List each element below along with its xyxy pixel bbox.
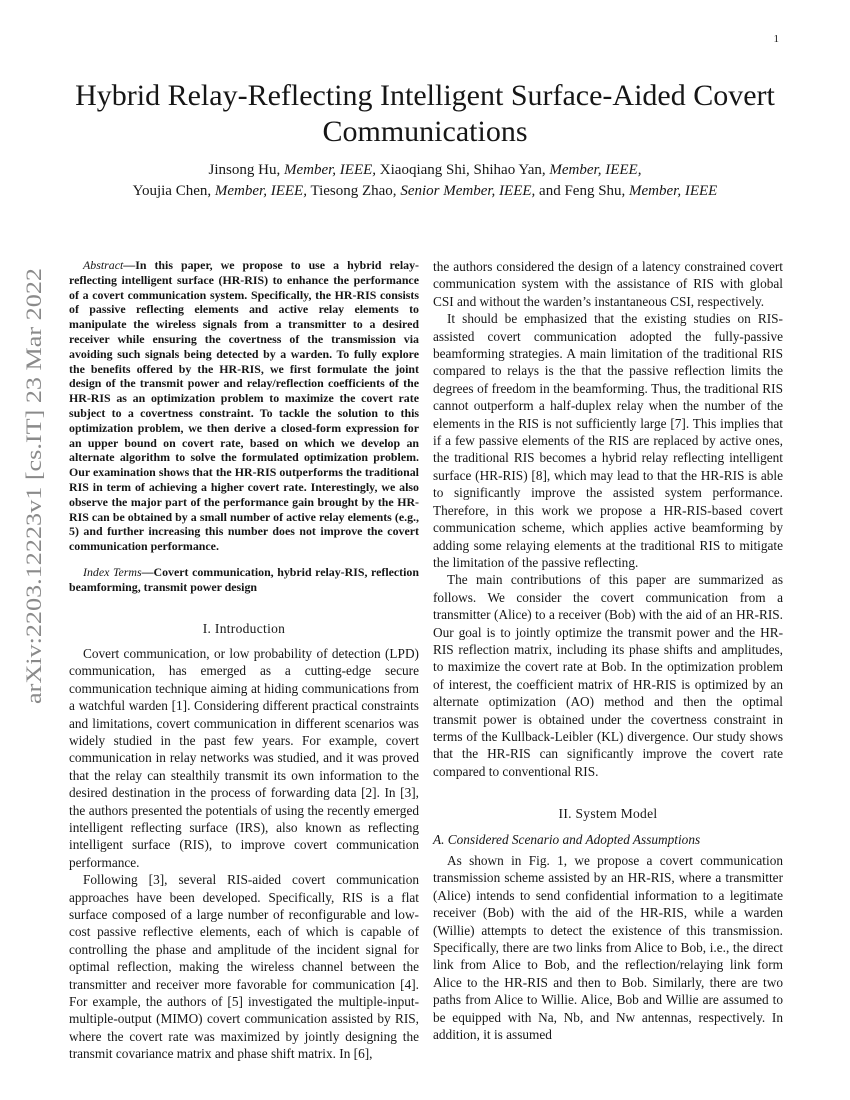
author-affiliation: Member, IEEE, xyxy=(549,162,642,178)
paper-title: Hybrid Relay-Reflecting Intelligent Surface-Aided Covert Communications xyxy=(75,79,775,148)
index-terms-lead: Index Terms xyxy=(83,564,142,579)
intro-paragraph: Following [3], several RIS-aided covert communication approaches have been developed. Specifically, RIS is a flat surface composed of a large number of reconfigurable and low-cost passive reflective elements, each of which is capable of controlling the phase and amplitude of the incident signal for optimal reflection, making the wireless channel between the transmitter and receiver more favorable for communication [4]. For example, the authors of [5] investigated the multiple-input-multiple-output (MIMO) covert communication assisted by RIS, where the covert rate was maximized by jointly designing the transmit covariance matrix and phase shift matrix. In [6], xyxy=(69,872,419,1062)
author-affiliation: Member, IEEE, xyxy=(283,162,377,178)
section-heading-system-model: II. System Model xyxy=(558,806,658,822)
author-line-1 xyxy=(40,160,810,181)
author-list xyxy=(40,160,810,202)
intro-paragraph: It should be emphasized that the existing studies on RIS-assisted covert communication adopted the fully-passive beamforming strategies. A main limitation of the traditional RIS compared to relays is the that the passive reflection limits the degrees of freedom in the beamforming. Thus, the traditional RIS cannot outperform a half-duplex relay when the number of the elements in the RIS is not sufficiently large [7]. This implies that if a few passive elements of the RIS are replaced by active ones, the traditional RIS becomes a hybrid relay reflecting intelligent surface (HR-RIS) [8], which may lead to that the HR-RIS is able to significantly improve the assisted system performance. Therefore, in this work we propose a HR-RIS-based covert communication scheme, which applies active beamforming by adding some relaying elements at the traditional RIS to mitigate the limitation of the passive reflecting. xyxy=(433,311,783,570)
abstract-text: —In this paper, we propose to use a hybrid relay-reflecting intelligent surface (HR-RIS) to enhance the performance of a covert communication system. Specifically, the HR-RIS consists of passive reflecting elements and active relay elements to manipulate the wireless signals from a transmitter to a desired receiver while ensuring the covertness of the transmission via avoiding such signals being detected by a warden. To fully explore the benefits offered by the HR-RIS, we first formulate the joint design of the transmit power and relay/reflection coefficients of the HR-RIS as an optimization problem to maximize the covert rate subject to a covertness constraint. To tackle the solution to this optimization problem, we then derive a closed-form expression for an upper bound on covert rate, based on which we develop an alternate algorithm to solve the formulated optimization problem. Our examination shows that the HR-RIS outperforms the traditional RIS in term of achieving a higher covert rate. Interestingly, we also observe the major part of the performance gain brought by the HR-RIS can be obtained by a small number of active relay elements (e.g., 5) and further increasing this number does not improve the covert communication performance. xyxy=(69,258,419,554)
author-name: and Feng Shu, xyxy=(539,183,626,199)
left-column xyxy=(69,258,419,1063)
author-name: Xiaoqiang Shi, Shihao Yan, xyxy=(379,162,546,178)
intro-paragraph: the authors considered the design of a latency constrained covert communication system with the assistance of RIS with global CSI and without the warden’s instantaneous CSI, respectively. xyxy=(433,259,783,309)
arxiv-sidebar xyxy=(14,266,48,706)
intro-paragraph: Covert communication, or low probability of detection (LPD) communication, has emerged as a cutting-edge secure communication technique aiming at hiding communications from a watchful warden [1]. Considering different practical constraints and limitations, covert communication in different scenarios was widely studied in the past few years. For example, covert communication in relay networks was studied, and it was proved that the relay can stealthily transmit its own information to the desired destination in the process of forwarding data [2]. In [3], the authors presented the potentials of using the recently emerged intelligent reflecting surface (IRS), also known as reflecting intelligent surface (RIS), to improve covert communication performance. xyxy=(69,645,419,870)
author-affiliation: Member, IEEE xyxy=(629,183,718,199)
author-affiliation: Senior Member, IEEE, xyxy=(400,183,536,199)
system-model-paragraph: As shown in Fig. 1, we propose a covert communication transmission scheme assisted by an HR-RIS, where a transmitter (Alice) intends to send confidential information to a legitimate receiver (Bob) with the aid of the HR-RIS, while a warden (Willie) attempts to detect the existence of this transmission. Specifically, there are two links from Alice to Bob, i.e., the direct link from Alice to Bob, and the reflection/relaying link form Alice to the HR-RIS and then to Bob. Similarly, there are two paths from Alice to Willie. Alice, Bob and Willie are assumed to be equipped with Na, Nb, and Nw antennas, respectively. In addition, it is assumed xyxy=(433,853,783,1043)
contributions-paragraph: The main contributions of this paper are summarized as follows. We consider the covert communication from a transmitter (Alice) to a receiver (Bob) with the aid of an HR-RIS. Our goal is to jointly optimize the transmit power and the HR-RIS reflection matrix, including its phase shifts and amplitudes, to maximize the covert rate at Bob. In the optimization problem of interest, the coefficient matrix of HR-RIS is optimized by an alternate optimization (AO) method and then the optimal transmit power is obtained under the covertness constraint in terms of the Kullback-Leibler (KL) divergence. Our study shows that the HR-RIS can significantly improve the covert rate compared to conventional RIS. xyxy=(433,572,783,779)
abstract xyxy=(69,258,419,554)
section-heading-introduction: I. Introduction xyxy=(202,620,286,636)
index-terms-text: —Covert communication, hybrid relay-RIS, reflection beamforming, transmit power design xyxy=(69,564,419,594)
page-number: 1 xyxy=(773,33,779,45)
arxiv-identifier: arXiv:2203.12223v1 [cs.IT] 23 Mar 2022 xyxy=(21,337,46,704)
index-terms xyxy=(69,565,419,595)
right-column xyxy=(433,258,783,1043)
arxiv-identifier-svg xyxy=(14,266,48,706)
author-affiliation: Member, IEEE, xyxy=(214,183,307,199)
abstract-lead: Abstract xyxy=(83,258,124,272)
author-name: Youjia Chen, xyxy=(132,183,212,199)
author-name: Tiesong Zhao, xyxy=(310,183,397,199)
subsection-heading: A. Considered Scenario and Adopted Assumptions xyxy=(433,831,701,847)
author-line-2 xyxy=(40,181,810,202)
author-name: Jinsong Hu, xyxy=(208,162,281,178)
